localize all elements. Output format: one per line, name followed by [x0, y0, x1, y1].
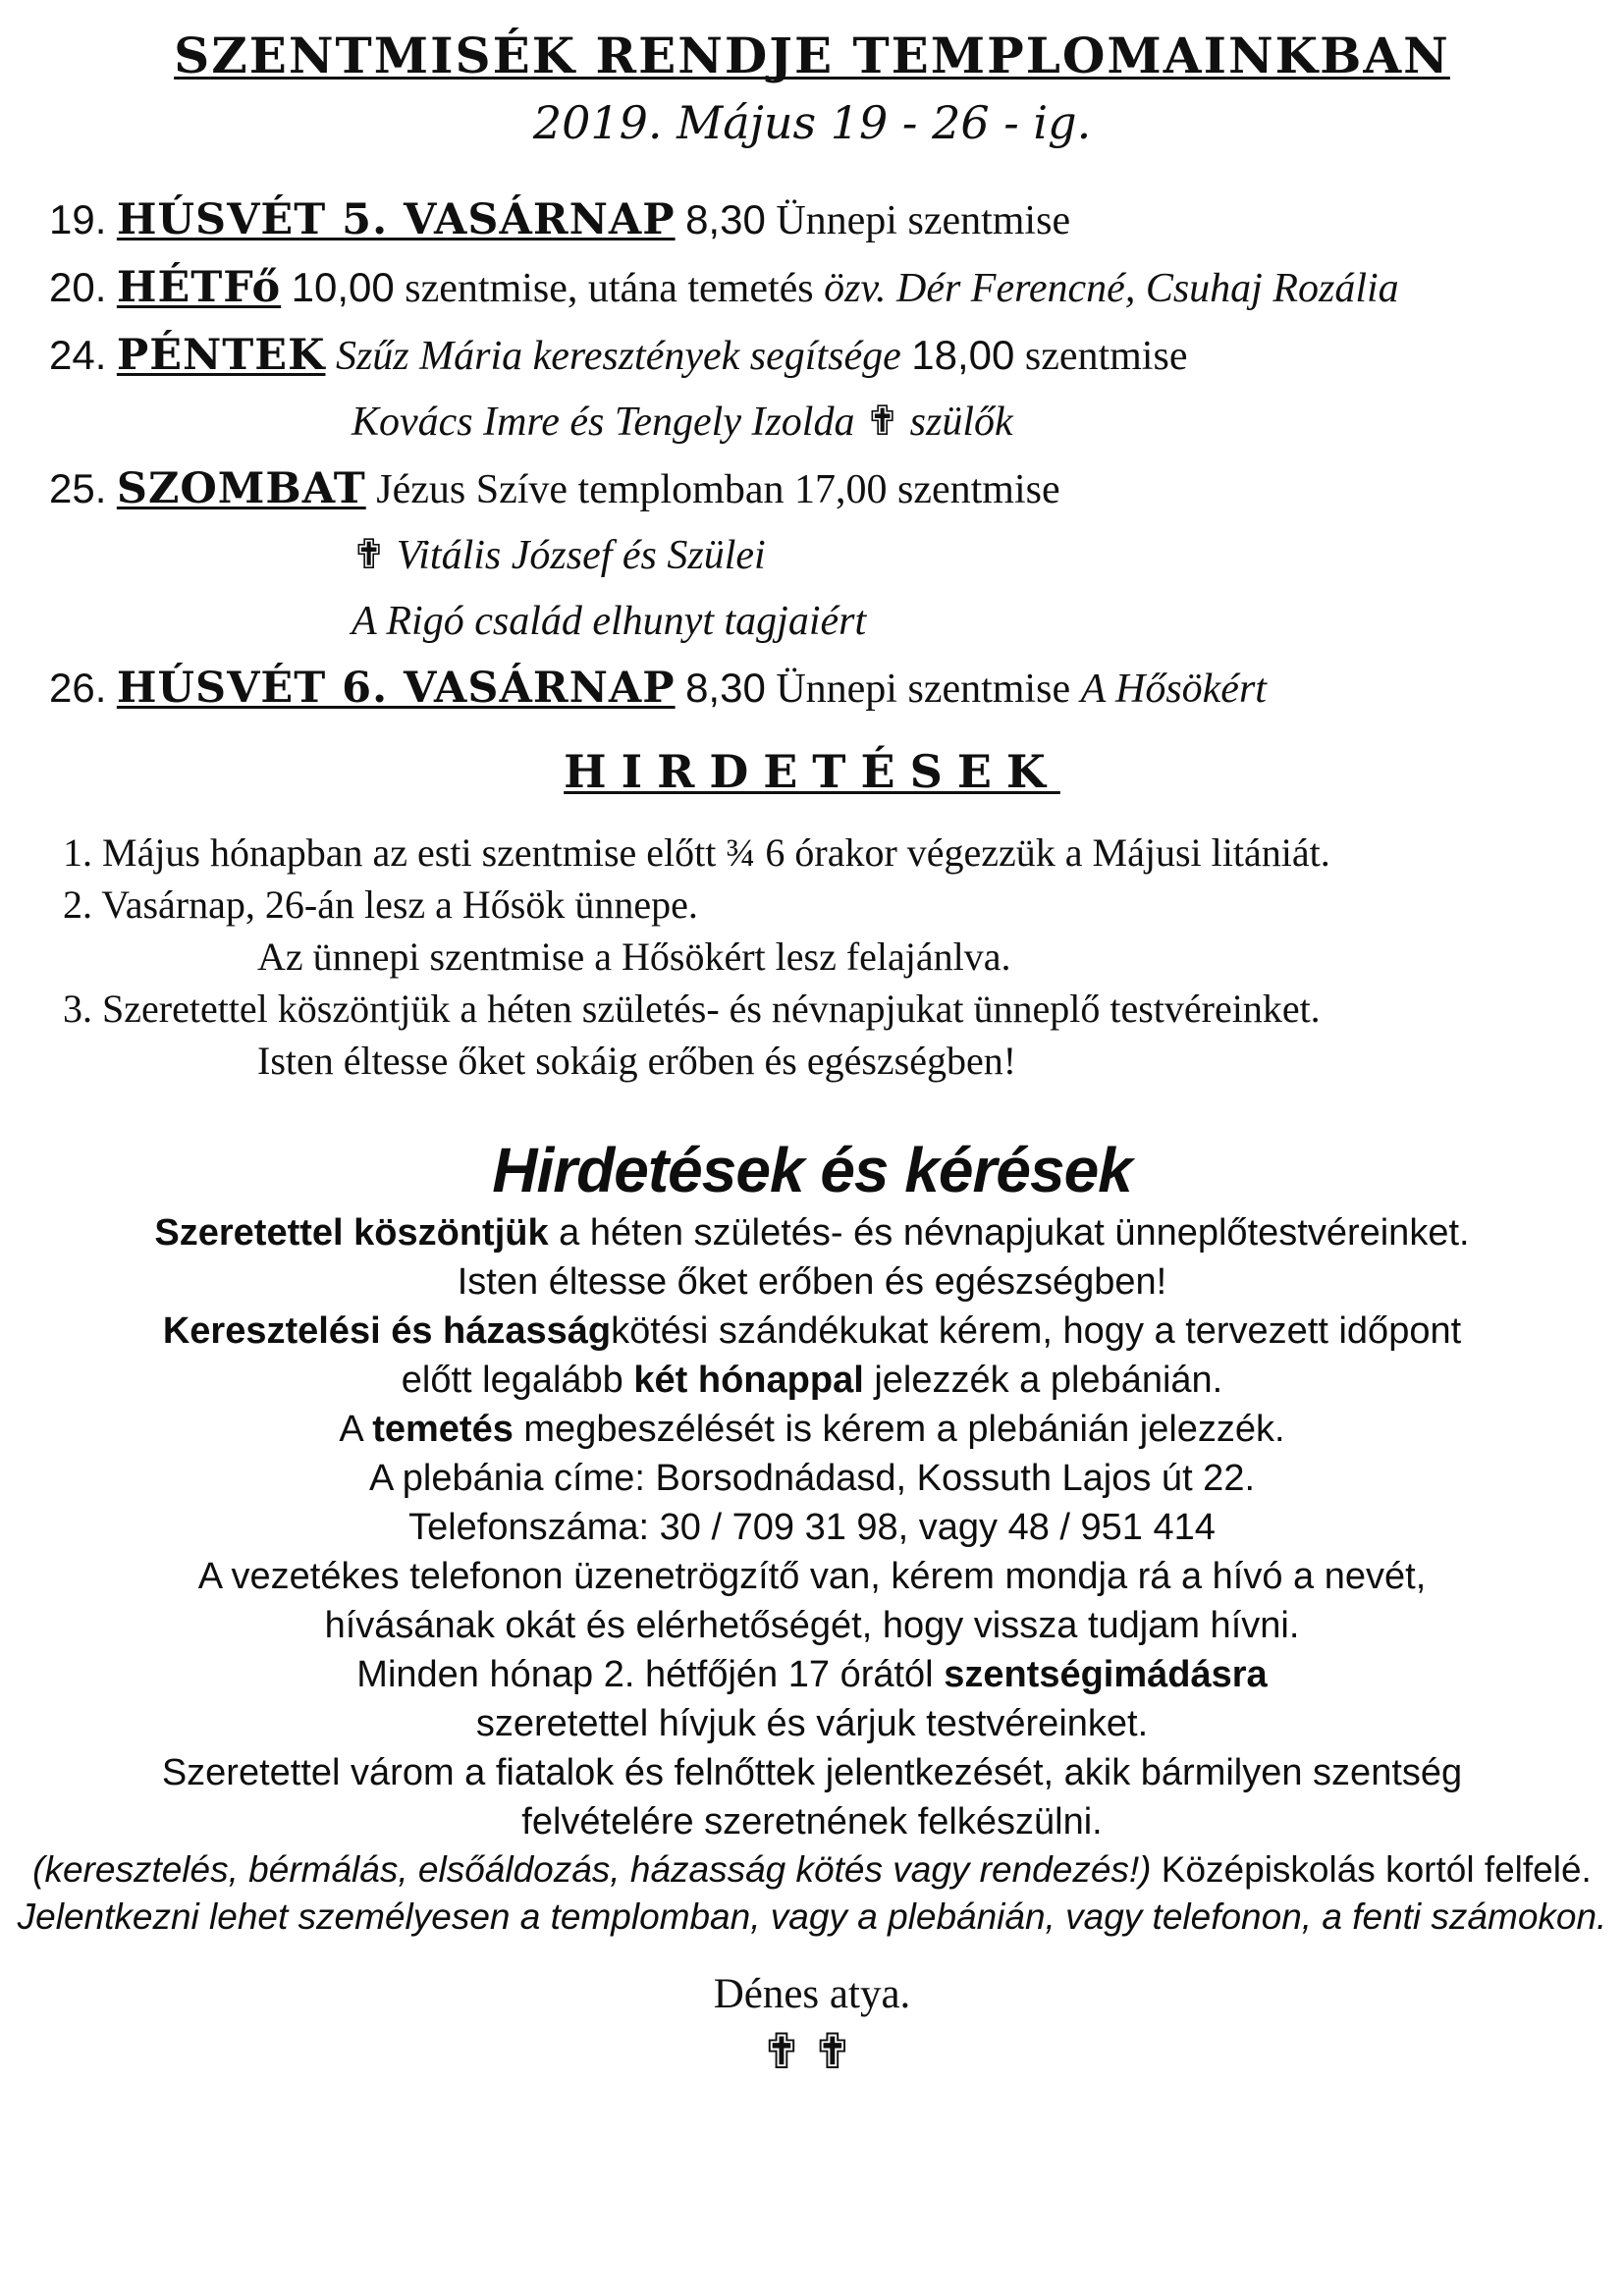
sacrament-l2b: jelezzék a plebánián.	[863, 1360, 1223, 1401]
sacrament-l2-bold: két hónappal	[633, 1360, 864, 1401]
funeral-bold: temetés	[372, 1409, 514, 1450]
funeral-line	[0, 1405, 1624, 1454]
adoration-a: Minden hónap 2. hétfőjén 17 órától	[356, 1654, 945, 1695]
mass-text: szentmise, utána temetés	[405, 266, 814, 311]
cross-icon: ✟✟	[761, 2023, 863, 2080]
announcement-item: 3. Szeretettel köszöntjük a héten születés- és névnapjukat ünneplő testvéreinket.	[63, 987, 1321, 1031]
day-label: HÚSVÉT 5. VASÁRNAP	[116, 195, 676, 244]
sacrament-bold: Keresztelési és házasság	[162, 1310, 612, 1352]
schedule-line-26	[49, 655, 1624, 722]
funeral-a: A	[339, 1409, 373, 1450]
apply-line2: felvételére szeretnének felkészülni.	[521, 1801, 1103, 1842]
mass-time: 18,00	[911, 332, 1015, 378]
schedule-line-20	[49, 254, 1624, 322]
mass-time: 8,30	[685, 196, 766, 242]
announcements-heading: HIRDETÉSEK	[564, 745, 1060, 798]
date-number: 26.	[49, 665, 107, 711]
sacrament-line2	[0, 1356, 1624, 1405]
mass-text: Jézus Szíve templomban 17,00 szentmise	[376, 467, 1060, 512]
mass-text: szentmise	[1024, 334, 1188, 379]
apply-line3-italic: (keresztelés, bérmálás, elsőáldozás, házasság kötés vagy rendezés!)	[32, 1849, 1152, 1890]
greeting-bold: Szeretettel köszöntjük	[154, 1212, 549, 1254]
greeting-line	[0, 1208, 1624, 1257]
day-label: HÚSVÉT 6. VASÁRNAP	[116, 664, 676, 713]
page-title: SZENTMISÉK RENDJE TEMPLOMAINKBAN	[174, 27, 1450, 84]
greeting-rest: a héten születés- és névnapjukat ünneplőtestvéreinket.	[548, 1212, 1470, 1254]
announcement-item: 2. Vasárnap, 26-án lesz a Hősök ünnepe.	[63, 882, 698, 927]
announcement-item: 1. Május hónapban az esti szentmise előtt ¾ 6 órakor végezzük a Májusi litániát.	[63, 830, 1330, 875]
mass-time: 10,00	[291, 264, 395, 310]
sacrament-l2a: előtt legalább	[401, 1360, 634, 1401]
day-label: HÉTFő	[116, 263, 282, 312]
answering-machine-line1: A vezetékes telefonon üzenetrögzítő van, kérem mondja rá a hívó a nevét,	[197, 1556, 1427, 1597]
parish-address: A plebánia címe: Borsodnádasd, Kossuth Lajos út 22.	[368, 1458, 1256, 1499]
date-number: 25.	[49, 465, 107, 511]
schedule-line-19	[49, 187, 1624, 254]
adoration-bold: szentségimádásra	[944, 1654, 1268, 1695]
mass-intention: A Rigó család elhunyt tagjaiért	[352, 599, 867, 644]
greeting-line2: Isten éltesse őket erőben és egészségben!	[457, 1261, 1167, 1303]
mass-intention: ✟ Vitális József és Szülei	[352, 533, 766, 578]
feast-name: Szűz Mária keresztények segítsége	[335, 334, 901, 379]
date-number: 24.	[49, 332, 107, 378]
mass-schedule-section	[0, 187, 1624, 722]
requests-section	[0, 1132, 1624, 1941]
sacrament-line1	[0, 1307, 1624, 1356]
announcements-list	[0, 827, 1624, 1087]
schedule-line-24	[49, 322, 1624, 390]
mass-text: Ünnepi szentmise	[776, 667, 1071, 712]
apply-line3-rest: Középiskolás kortól felfelé.	[1151, 1849, 1592, 1890]
schedule-line-25	[49, 455, 1624, 523]
sacrament-rest: kötési szándékukat kérem, hogy a tervezett időpont	[611, 1310, 1462, 1352]
date-number: 19.	[49, 196, 107, 242]
adoration-line2: szeretettel hívjuk és várjuk testvéreinket.	[475, 1703, 1149, 1744]
deceased-names: özv. Dér Ferencné, Csuhaj Rozália	[824, 266, 1399, 311]
funeral-b: megbeszélését is kérem a plebánián jelezzék.	[513, 1409, 1285, 1450]
mass-intention: Kovács Imre és Tengely Izolda ✟ szülők	[352, 400, 1013, 445]
mass-intention: A Hősökért	[1080, 667, 1267, 712]
signature: Dénes atya.	[713, 1971, 911, 2017]
announcement-item-continuation: Isten éltesse őket sokáig erőben és egészségben!	[257, 1039, 1017, 1083]
announcement-item-continuation: Az ünnepi szentmise a Hősökért lesz felajánlva.	[257, 934, 1011, 979]
adoration-line1	[0, 1650, 1624, 1699]
requests-heading: Hirdetések és kérések	[492, 1135, 1132, 1205]
apply-line1: Szeretettel várom a fiatalok és felnőttek jelentkezését, akik bármilyen szentség	[161, 1752, 1463, 1793]
page-subtitle: 2019. Május 19 - 26 - ig.	[532, 96, 1092, 149]
parish-phone: Telefonszáma: 30 / 709 31 98, vagy 48 / 951 414	[408, 1507, 1216, 1548]
day-label: SZOMBAT	[116, 464, 366, 513]
apply-line4: Jelentkezni lehet személyesen a templomban, vagy a plebánián, vagy telefonon, a fenti számokon.	[17, 1896, 1607, 1937]
mass-text: Ünnepi szentmise	[776, 198, 1071, 243]
day-label: PÉNTEK	[116, 331, 326, 380]
answering-machine-line2: hívásának okát és elérhetőségét, hogy vissza tudjam hívni.	[324, 1605, 1300, 1646]
apply-line3	[0, 1846, 1624, 1894]
mass-time: 8,30	[685, 665, 766, 711]
date-number: 20.	[49, 264, 107, 310]
